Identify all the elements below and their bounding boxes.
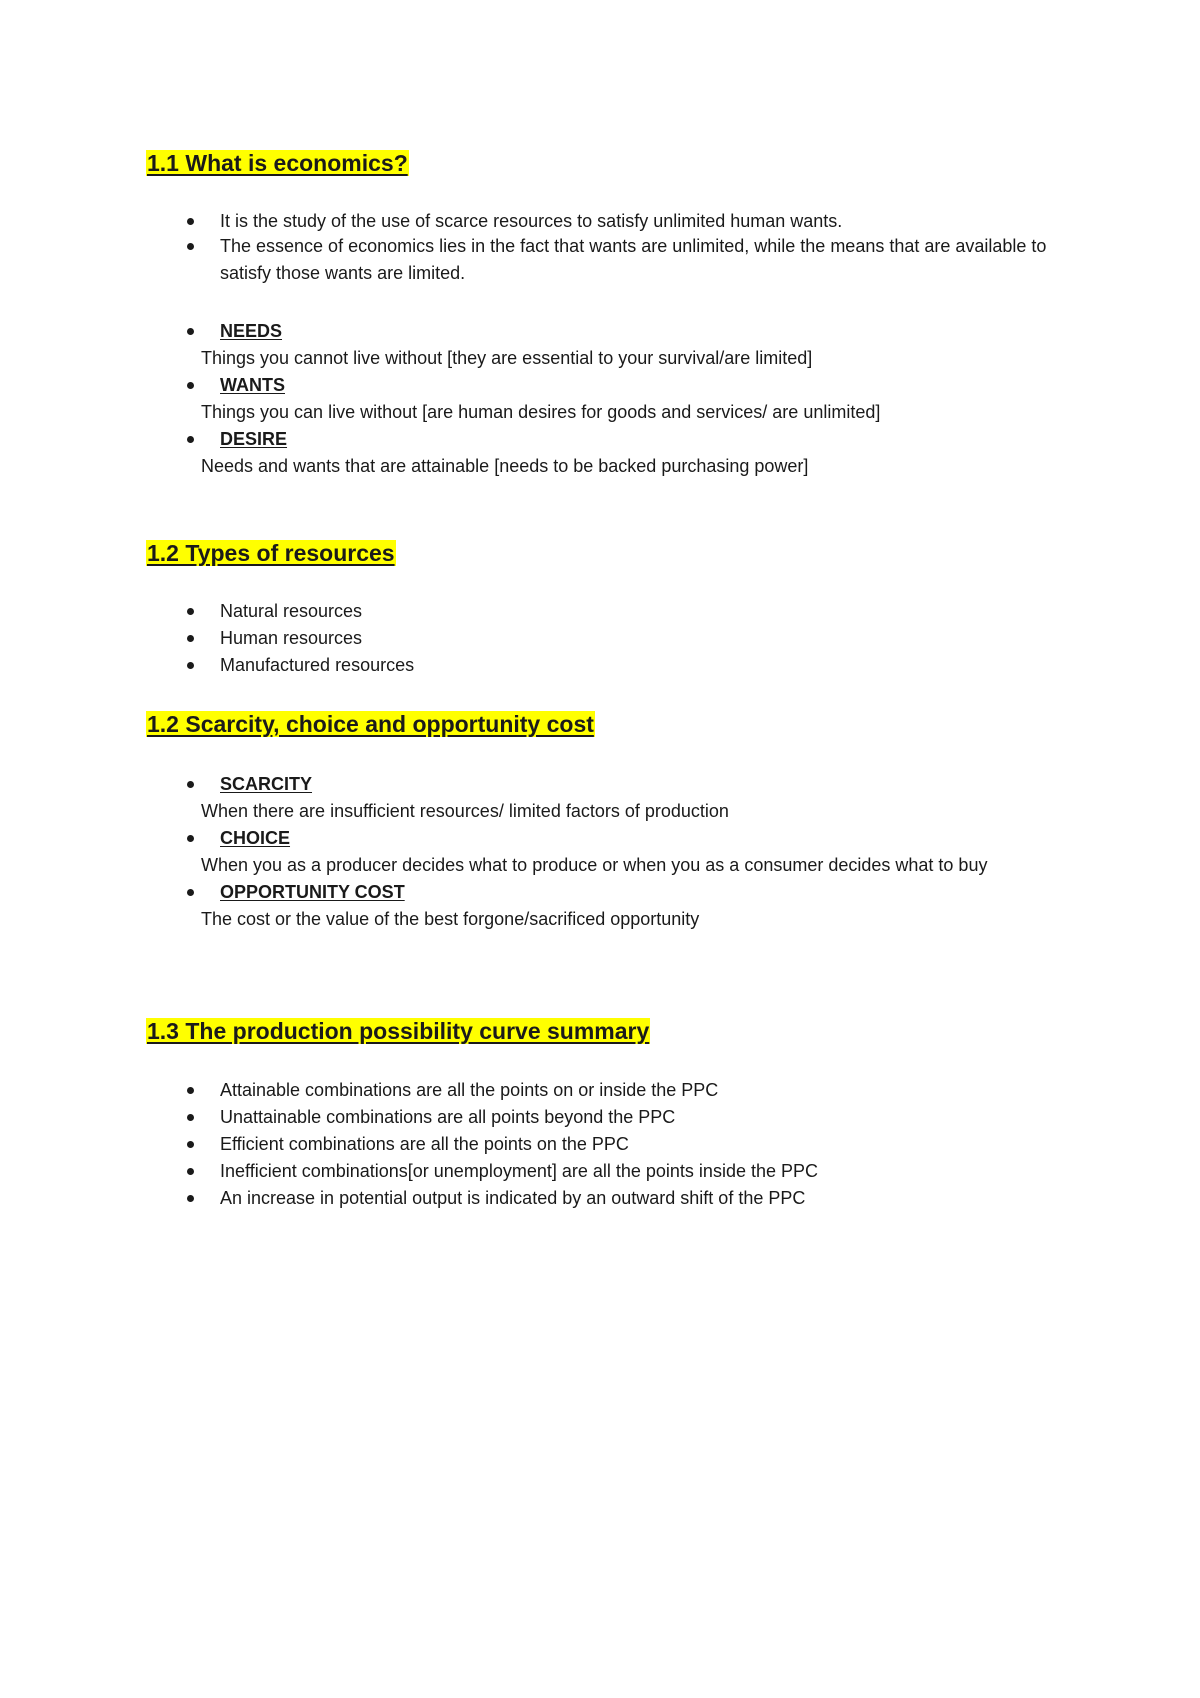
list-item: Inefficient combinations[or unemployment] are all the points inside the PPC	[0, 1158, 1100, 1185]
list-item: Attainable combinations are all the points on or inside the PPC	[0, 1077, 1100, 1104]
section-heading-ppc: 1.3 The production possibility curve summary	[147, 1018, 650, 1044]
bullet-icon	[187, 1114, 194, 1121]
bullet-icon	[187, 243, 194, 250]
list-item: DESIRE Needs and wants that are attainable [needs to be backed purchasing power]	[0, 426, 1100, 480]
list-item: Unattainable combinations are all points beyond the PPC	[0, 1104, 1100, 1131]
scarcity-terms-list	[0, 771, 1100, 933]
list-item: NEEDS Things you cannot live without [they are essential to your survival/are limited]	[0, 318, 1100, 372]
list-item: WANTS Things you can live without [are human desires for goods and services/ are unlimited]	[0, 372, 1100, 426]
resource-types-list	[0, 598, 1100, 679]
section-heading-economics: 1.1 What is economics?	[147, 150, 408, 176]
bullet-icon	[187, 1087, 194, 1094]
bullet-icon	[187, 1141, 194, 1148]
bullet-icon	[187, 436, 194, 443]
list-item: Natural resources	[0, 598, 1100, 625]
bullet-icon	[187, 608, 194, 615]
section-heading-resources: 1.2 Types of resources	[147, 540, 395, 566]
needs-wants-desire-list	[0, 318, 1100, 480]
list-item: The essence of economics lies in the fact that wants are unlimited, while the means that are available to satisfy those wants are limited.	[0, 233, 1100, 287]
list-item: It is the study of the use of scarce resources to satisfy unlimited human wants.	[0, 208, 1100, 235]
bullet-icon	[187, 635, 194, 642]
list-item: SCARCITY When there are insufficient resources/ limited factors of production	[0, 771, 1100, 825]
bullet-icon	[187, 1168, 194, 1175]
ppc-summary-list	[0, 1077, 1100, 1212]
economics-definition-list	[0, 208, 1100, 287]
bullet-icon	[187, 1195, 194, 1202]
list-item: Efficient combinations are all the points on the PPC	[0, 1131, 1100, 1158]
bullet-icon	[187, 328, 194, 335]
list-item: Human resources	[0, 625, 1100, 652]
bullet-icon	[187, 218, 194, 225]
section-heading-scarcity: 1.2 Scarcity, choice and opportunity cost	[147, 711, 594, 737]
list-item: CHOICE When you as a producer decides what to produce or when you as a consumer decides what to buy	[0, 825, 1100, 879]
bullet-icon	[187, 835, 194, 842]
bullet-icon	[187, 382, 194, 389]
list-item: An increase in potential output is indicated by an outward shift of the PPC	[0, 1185, 1100, 1212]
bullet-icon	[187, 781, 194, 788]
bullet-icon	[187, 662, 194, 669]
list-item: OPPORTUNITY COST The cost or the value of the best forgone/sacrificed opportunity	[0, 879, 1100, 933]
list-item: Manufactured resources	[0, 652, 1100, 679]
bullet-icon	[187, 889, 194, 896]
